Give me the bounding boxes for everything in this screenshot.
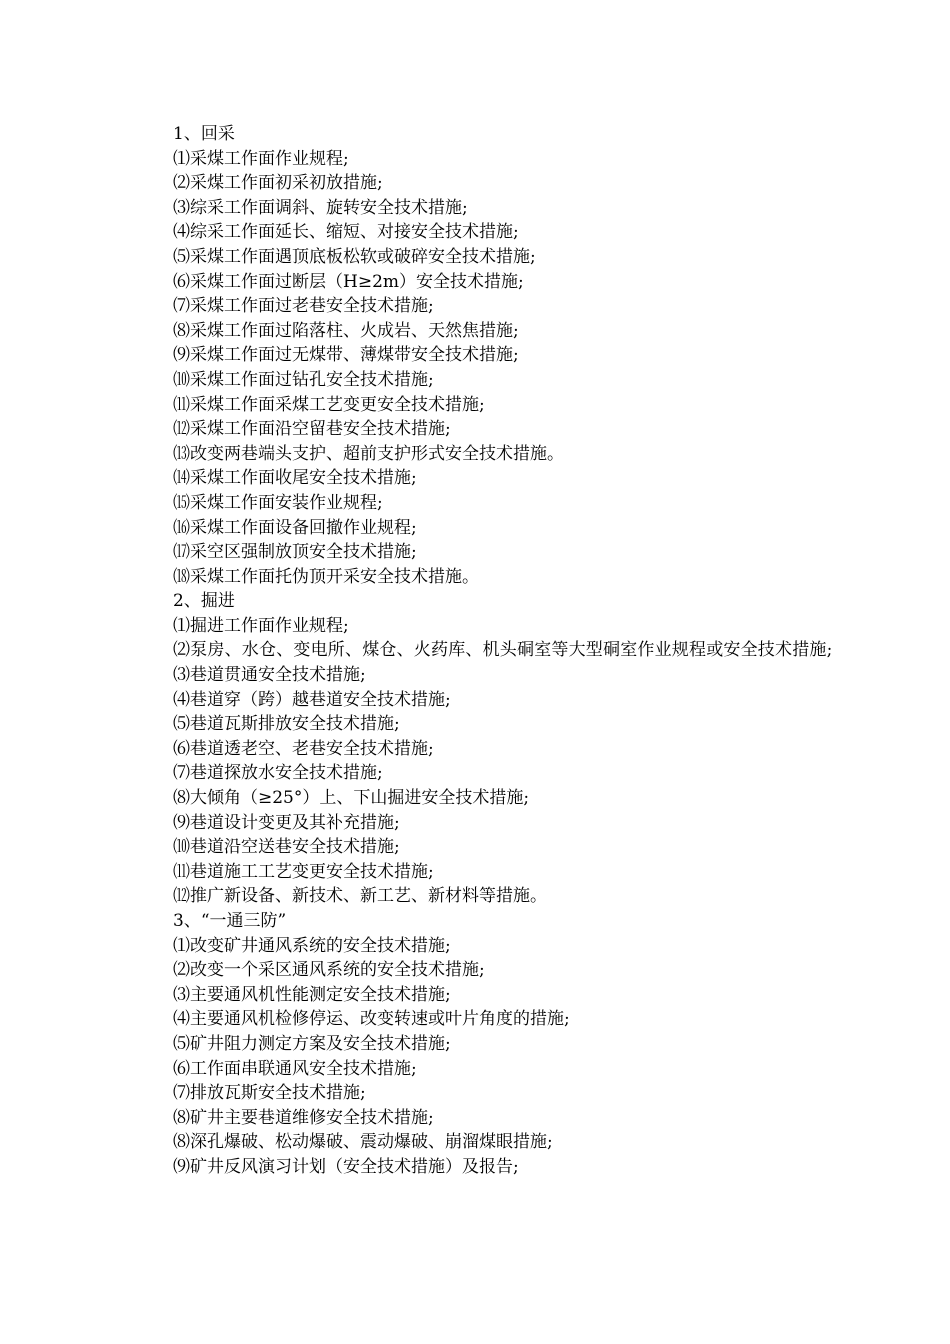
list-item: ⑸巷道瓦斯排放安全技术措施; xyxy=(173,714,400,735)
list-item: ⑵改变一个采区通风系统的安全技术措施; xyxy=(173,960,485,981)
list-item: ⑶综采工作面调斜、旋转安全技术措施; xyxy=(173,197,468,218)
list-item: ⑺巷道探放水安全技术措施; xyxy=(173,763,383,784)
list-item: ⑸采煤工作面遇顶底板松软或破碎安全技术措施; xyxy=(173,246,536,267)
list-item: ⑹巷道透老空、老巷安全技术措施; xyxy=(173,738,434,759)
list-item: ⑻深孔爆破、松动爆破、震动爆破、崩溜煤眼措施; xyxy=(173,1132,553,1153)
list-item: ⑷巷道穿（跨）越巷道安全技术措施; xyxy=(173,689,451,710)
list-item: ⑵采煤工作面初采初放措施; xyxy=(173,173,383,194)
list-item: ⑿采煤工作面沿空留巷安全技术措施; xyxy=(173,419,451,440)
section-heading-juejin: 2、掘进 xyxy=(173,591,235,612)
list-item: ⑴掘进工作面作业规程; xyxy=(173,615,349,636)
list-item: ⑻采煤工作面过陷落柱、火成岩、天然焦措施; xyxy=(173,320,519,341)
list-item: ⑷综采工作面延长、缩短、对接安全技术措施; xyxy=(173,222,519,243)
list-item: ⑹工作面串联通风安全技术措施; xyxy=(173,1058,417,1079)
list-item: ⒅采煤工作面托伪顶开采安全技术措施。 xyxy=(173,566,479,587)
list-item: ⑴采煤工作面作业规程; xyxy=(173,148,349,169)
list-item: ⑼采煤工作面过无煤带、薄煤带安全技术措施; xyxy=(173,345,519,366)
list-item: ⑶主要通风机性能测定安全技术措施; xyxy=(173,984,451,1005)
list-item: ⒂采煤工作面安装作业规程; xyxy=(173,492,383,513)
list-item: ⑺排放瓦斯安全技术措施; xyxy=(173,1083,366,1104)
list-item: ⑸矿井阻力测定方案及安全技术措施; xyxy=(173,1033,451,1054)
list-item: ⒄采空区强制放顶安全技术措施; xyxy=(173,542,417,563)
list-item: ⑹采煤工作面过断层（H≥2m）安全技术措施; xyxy=(173,271,524,292)
section-heading-yitongsanfang: 3、“一通三防” xyxy=(173,911,287,931)
list-item: ⑾采煤工作面采煤工艺变更安全技术措施; xyxy=(173,394,485,415)
list-item: ⑼矿井反风演习计划（安全技术措施）及报告; xyxy=(173,1156,519,1177)
list-item: ⑵泵房、水仓、变电所、煤仓、火药库、机头硐室等大型硐室作业规程或安全技术措施; xyxy=(173,640,833,661)
list-item: ⑷主要通风机检修停运、改变转速或叶片角度的措施; xyxy=(173,1009,570,1030)
list-item: ⒃采煤工作面设备回撤作业规程; xyxy=(173,517,417,538)
list-item: ⑻矿井主要巷道维修安全技术措施; xyxy=(173,1107,434,1128)
list-item: ⑻大倾角（≥25°）上、下山掘进安全技术措施; xyxy=(173,788,530,809)
section-heading-huicai: 1、回采 xyxy=(173,124,235,144)
list-item: ⑾巷道施工工艺变更安全技术措施; xyxy=(173,861,434,882)
list-item: ⑽采煤工作面过钻孔安全技术措施; xyxy=(173,369,434,390)
list-item: ⒀改变两巷端头支护、超前支护形式安全技术措施。 xyxy=(173,443,564,464)
list-item: ⑿推广新设备、新技术、新工艺、新材料等措施。 xyxy=(173,886,547,907)
list-item: ⑺采煤工作面过老巷安全技术措施; xyxy=(173,296,434,317)
list-item: ⑽巷道沿空送巷安全技术措施; xyxy=(173,837,400,858)
list-item: ⒁采煤工作面收尾安全技术措施; xyxy=(173,468,417,489)
list-item: ⑴改变矿井通风系统的安全技术措施; xyxy=(173,935,451,956)
list-item: ⑼巷道设计变更及其补充措施; xyxy=(173,812,400,833)
document-body xyxy=(127,122,842,1180)
list-item: ⑶巷道贯通安全技术措施; xyxy=(173,665,366,686)
